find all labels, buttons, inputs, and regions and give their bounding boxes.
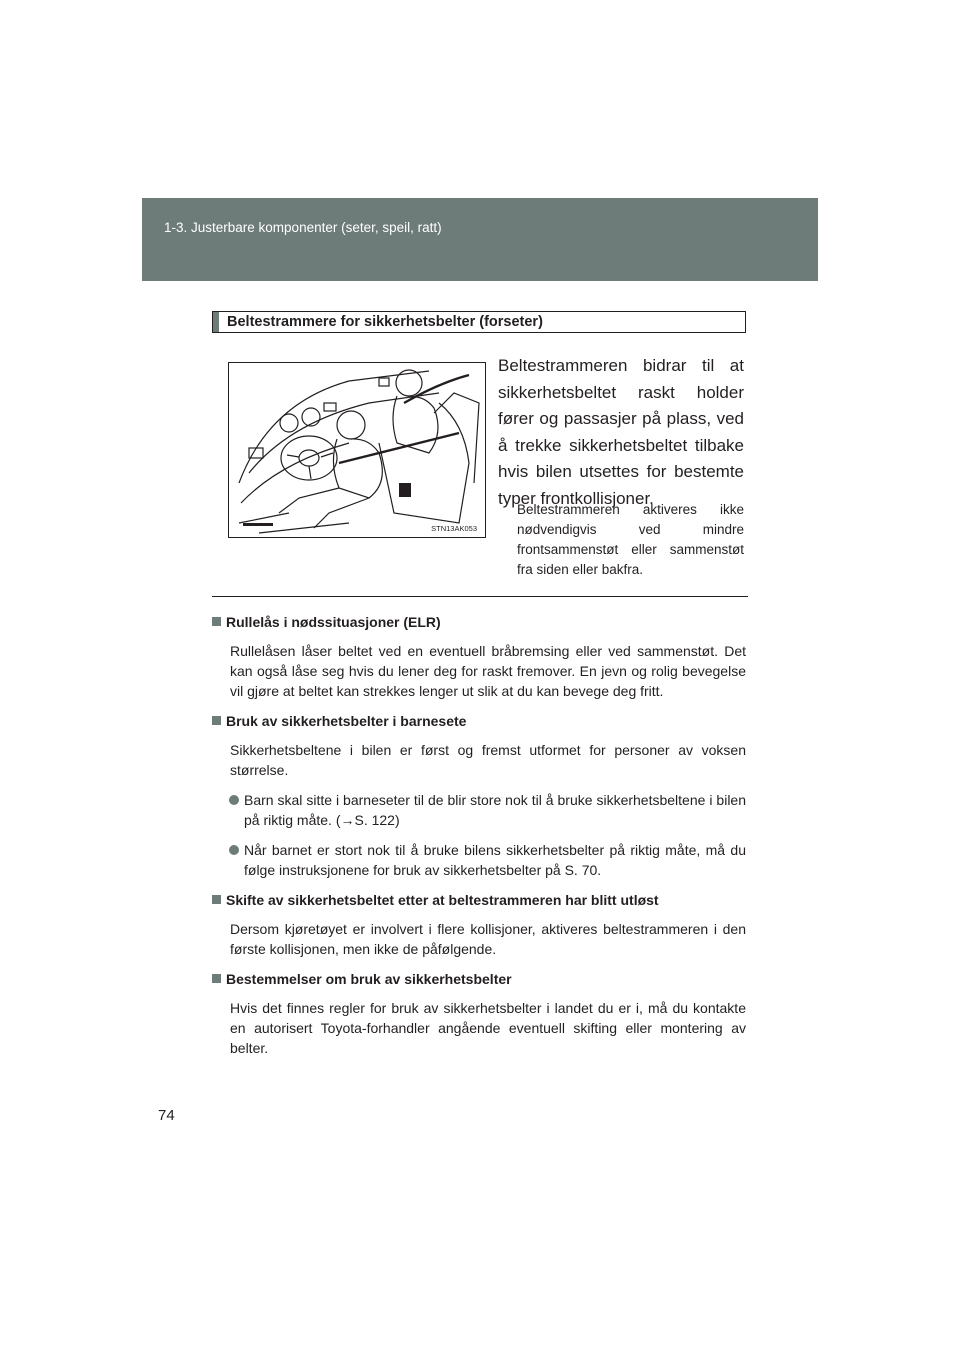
bullet-item — [244, 790, 746, 830]
section-title: Beltestrammere for sikkerhetsbelter (forseter) — [227, 314, 543, 330]
divider — [212, 596, 748, 597]
square-bullet-icon — [212, 974, 221, 983]
note-paragraph: Beltestrammeren aktiveres ikke nødvendigvis ved mindre frontsammenstøt eller sammenstøt fra siden eller bakfra. — [517, 502, 744, 577]
page-number: 74 — [158, 1107, 175, 1124]
bullet-text: Barn skal sitte i barneseter til de blir store nok til å bruke sikkerhetsbeltene i bilen på riktig måte. (→S. 122) — [244, 792, 746, 828]
seatbelt-pretensioner-illustration — [228, 362, 486, 538]
bullet-text: Når barnet er stort nok til å bruke bilens sikkerhetsbelter på riktig måte, må du følge instruksjonene for bruk av sikkerhetsbelter på S. 70. — [244, 842, 746, 878]
section-text: Rullelåsen låser beltet ved en eventuell bråbremsing eller ved sammenstøt. Det kan også låse seg hvis du lener deg for raskt fremover. En jevn og rolig bevegelse vil gjøre at beltet kan strekkes lenger ut slik at du kan bevege deg fritt. — [230, 643, 746, 699]
section-heading — [212, 969, 746, 989]
section-title-box — [212, 311, 746, 333]
square-bullet-icon — [212, 895, 221, 904]
section-heading-text: Rullelås i nødssituasjoner (ELR) — [226, 614, 441, 630]
info-sections — [212, 612, 746, 1068]
chapter-header — [142, 198, 818, 281]
square-bullet-icon — [212, 716, 221, 725]
square-bullet-icon — [212, 617, 221, 626]
chapter-header-text: 1-3. Justerbare komponenter (seter, speil, ratt) — [164, 220, 442, 235]
section-text: Dersom kjøretøyet er involvert i flere kollisjoner, aktiveres beltestrammeren i den første kollisjonen, men ikke de påfølgende. — [230, 921, 746, 957]
section-heading — [212, 711, 746, 731]
car-interior-drawing — [229, 363, 485, 537]
intro-paragraph: Beltestrammeren bidrar til at sikkerhetsbeltet raskt holder fører og passasjer på plass, ved å trekke sikkerhetsbeltet tilbake hvis bilen utsettes for bestemte typer frontkollisjoner. — [498, 356, 744, 508]
bullet-item — [244, 840, 746, 880]
section-title-accent — [213, 312, 219, 332]
illustration-code: STN13AK053 — [431, 524, 477, 533]
section-text: Hvis det finnes regler for bruk av sikkerhetsbelter i landet du er i, må du kontakte en autorisert Toyota-forhandler angående eventuell skifting eller montering av belter. — [230, 1000, 746, 1056]
section-heading — [212, 612, 746, 632]
round-bullet-icon — [229, 845, 239, 855]
section-heading — [212, 890, 746, 910]
section-heading-text: Skifte av sikkerhetsbeltet etter at beltestrammeren har blitt utløst — [226, 892, 659, 908]
section-text: Sikkerhetsbeltene i bilen er først og fremst utformet for personer av voksen størrelse. — [230, 742, 746, 778]
section-heading-text: Bruk av sikkerhetsbelter i barnesete — [226, 713, 467, 729]
section-heading-text: Bestemmelser om bruk av sikkerhetsbelter — [226, 971, 512, 987]
round-bullet-icon — [229, 795, 239, 805]
